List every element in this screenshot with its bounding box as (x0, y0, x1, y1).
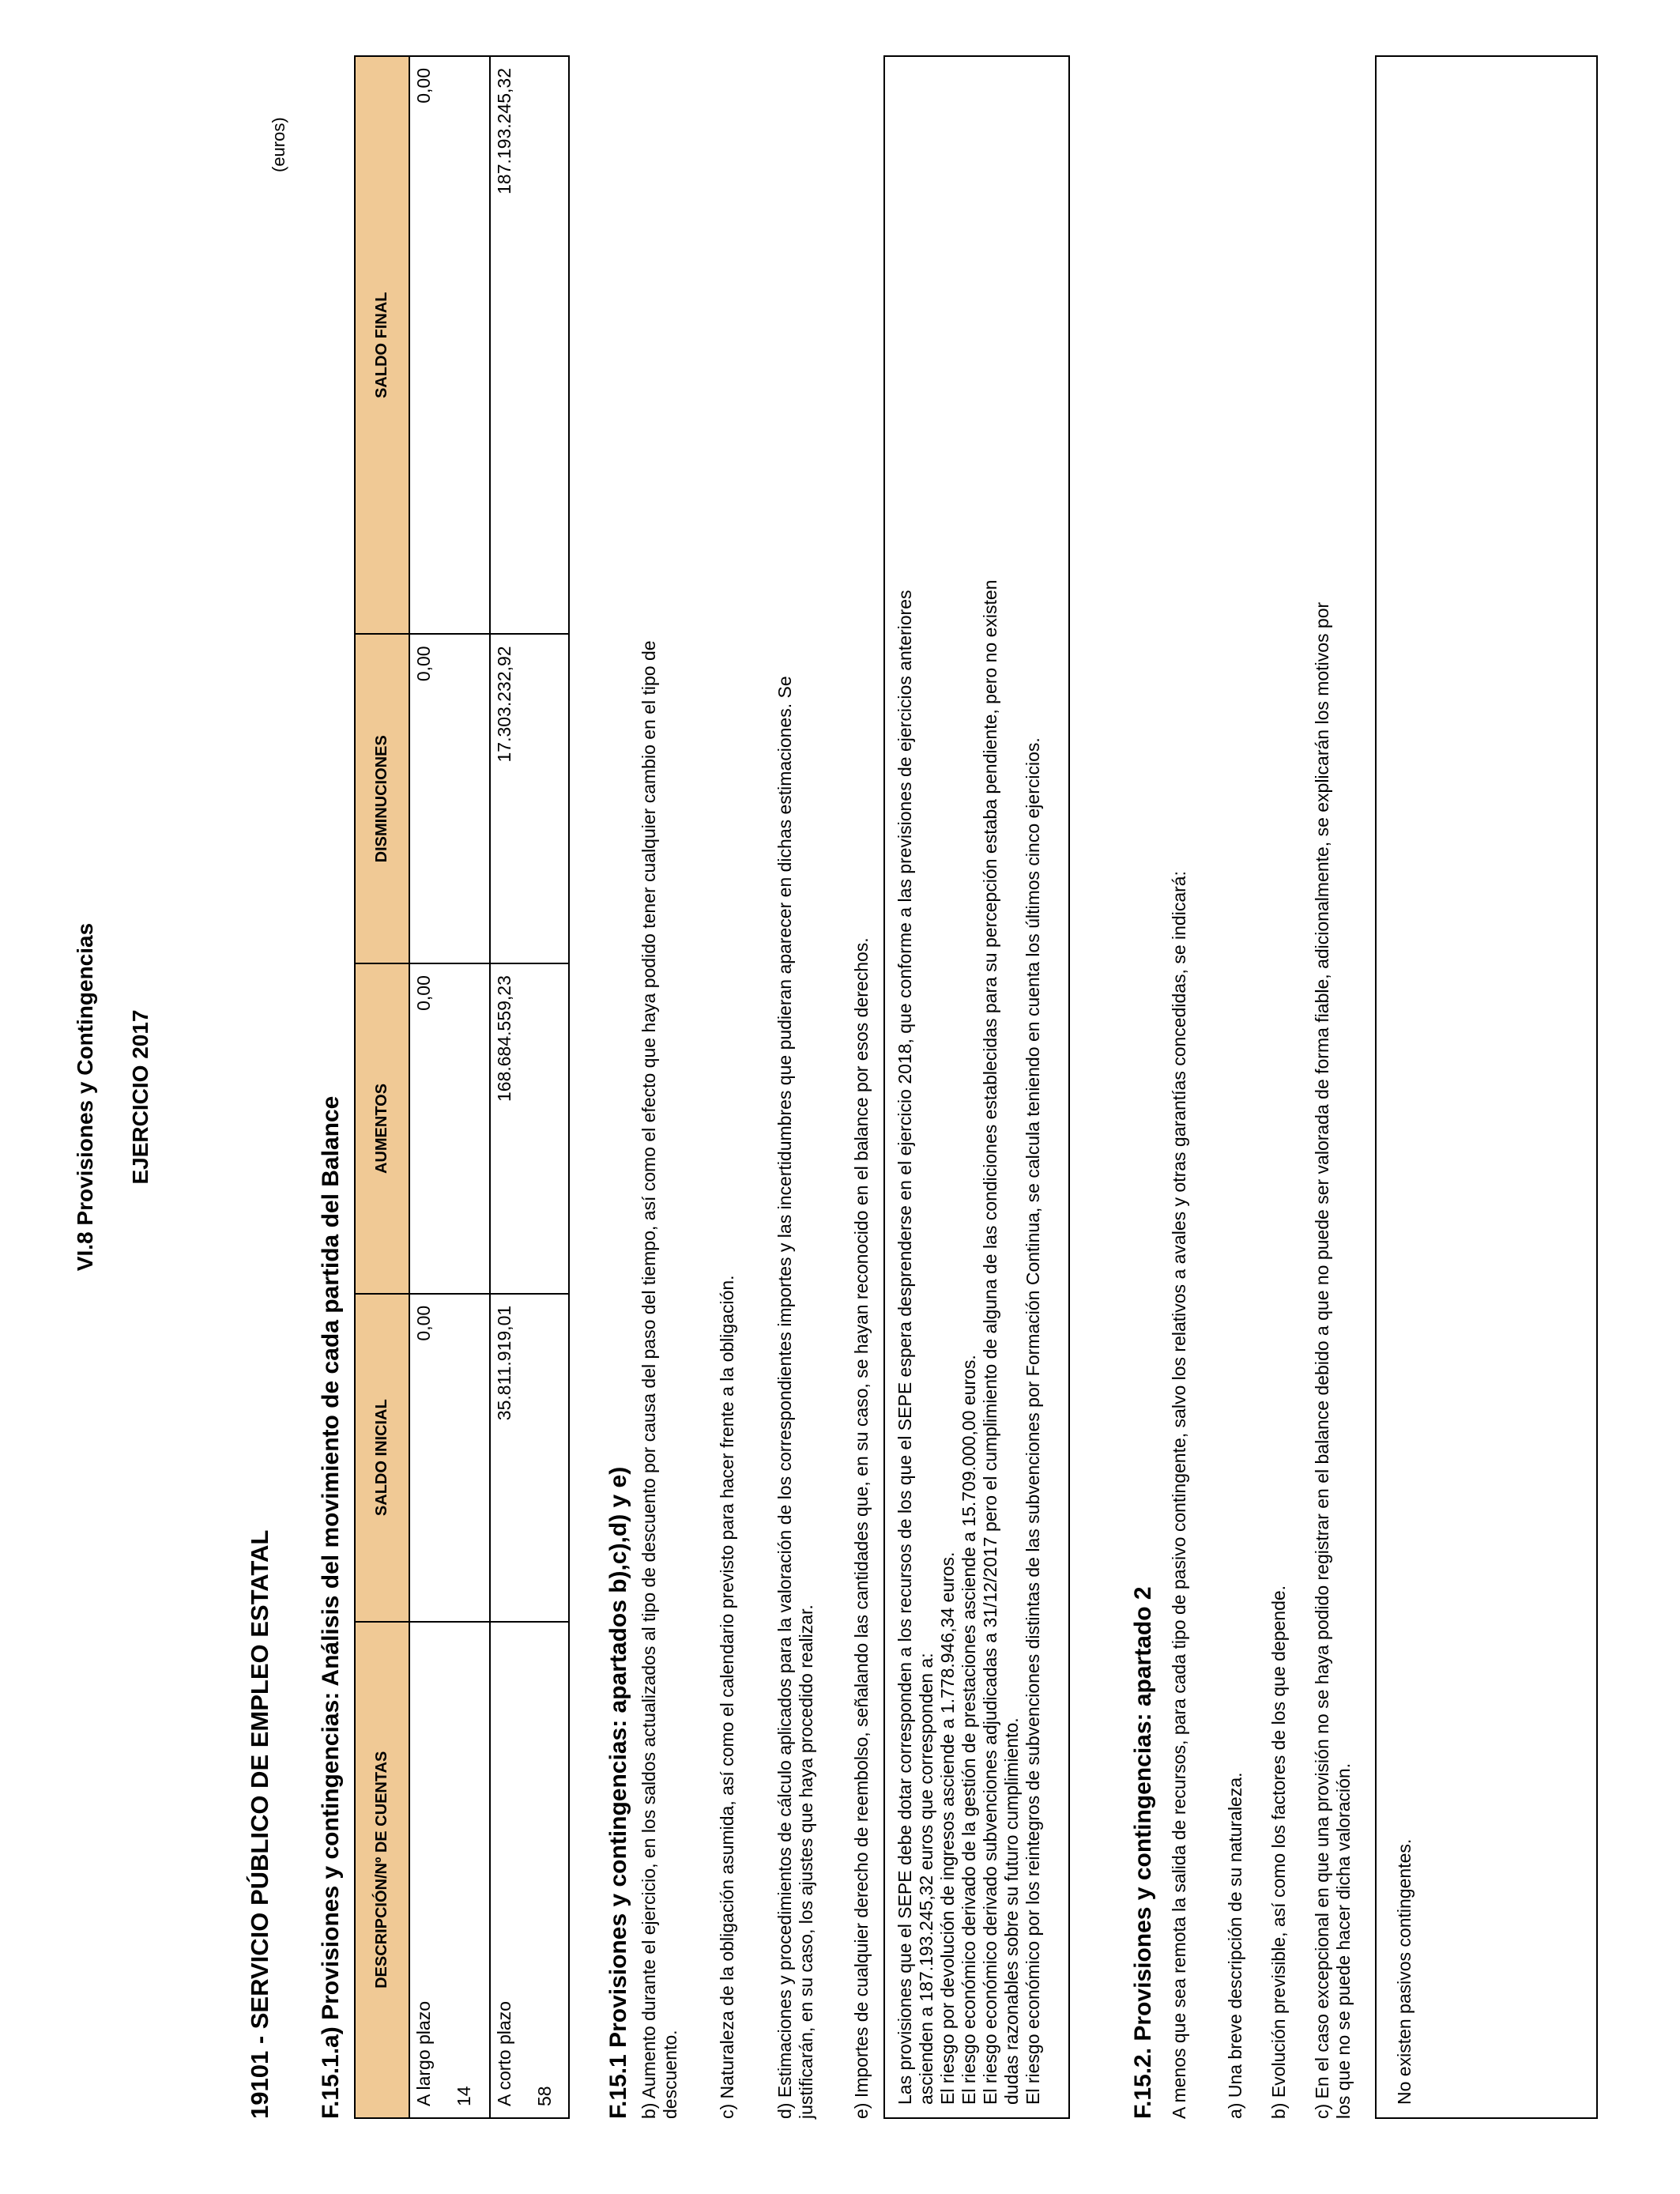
page-title: VI.8 Provisiones y Contingencias (73, 922, 97, 1272)
f151-b-line1: b) Aumento durante el ejercicio, en los saldos actualizados al tipo de descuento por causa del paso del tiempo, así como el efecto que haya podido tener cualquier cambio en el tipo de (638, 640, 659, 2119)
table-row (490, 56, 569, 2118)
box-line: ascienden a 187.193.245,32 euros que corresponden a: (916, 1653, 936, 2105)
box-line: El riesgo económico derivado subvenciones adjudicadas a 31/12/2017 pero el cumplimiento de alguna de las condiciones establecidas para su percepción estaba pendiente, pero no existen (980, 579, 1000, 2105)
box-line: El riesgo económico derivado de la gestión de prestaciones asciende a 15.709.000,00 euros. (959, 1355, 979, 2105)
f151-explanation-box (883, 55, 1070, 2119)
cell-saldo-inicial: 0,00 (409, 1294, 490, 1622)
row-description (409, 1622, 490, 2118)
f152-contingent-box (1375, 55, 1598, 2119)
col-header-saldo-inicial: SALDO INICIAL (355, 1294, 409, 1622)
f152-a: a) Una breve descripción de su naturaleza. (1225, 1772, 1245, 2119)
cell-disminuciones: 0,00 (409, 634, 490, 963)
page-subtitle: EJERCICIO 2017 (128, 1009, 153, 1185)
f152-intro: A menos que sea remota la salida de recursos, para cada tipo de pasivo contingente, salvo los relativos a avales y otras garantías concedidas, se indicará: (1169, 871, 1189, 2119)
box-text: No existen pasivos contingentes. (1394, 1838, 1414, 2105)
f151-b-line2: descuento. (660, 2030, 680, 2119)
row-account: 58 (534, 2086, 555, 2106)
f152-b: b) Evolución previsible, así como los factores de los que depende. (1268, 1585, 1289, 2119)
entity-name: 19101 - SERVICIO PÚBLICO DE EMPLEO ESTATAL (246, 1529, 273, 2119)
cell-aumentos: 0,00 (409, 963, 490, 1294)
cell-disminuciones: 17.303.232,92 (490, 634, 569, 963)
f152-c-line2: los que no se puede hacer dicha valoración. (1333, 1762, 1354, 2119)
row-account: 14 (454, 2086, 474, 2106)
col-header-aumentos: AUMENTOS (355, 963, 409, 1294)
box-line: dudas razonables sobre su futuro cumplimiento. (1001, 1717, 1022, 2105)
cell-saldo-final: 0,00 (409, 56, 490, 634)
cell-aumentos: 168.684.559,23 (490, 963, 569, 1294)
col-header-description: DESCRIPCIÓN/Nº DE CUENTAS (355, 1622, 409, 2118)
col-header-disminuciones: DISMINUCIONES (355, 634, 409, 963)
box-line: Las provisiones que el SEPE debe dotar corresponden a los recursos de los que el SEPE espera desprenderse en el ejercicio 2018, que conforme a las previsiones de ejercicios anteriores (895, 590, 915, 2105)
f151-d-line2: justificarán, en su caso, los ajustes que haya procedido realizar. (796, 1604, 816, 2119)
f152-c-line1: c) En el caso excepcional en que una provisión no se haya podido registrar en el balance debido a que no puede ser valorada de forma fiable, adicionalmente, se explicarán los motivos por (1312, 601, 1332, 2119)
box-line: El riesgo por devolución de ingresos asciende a 1.778.946,34 euros. (937, 1551, 958, 2105)
movement-table (354, 55, 570, 2119)
f151-e: e) Importes de cualquier derecho de reembolso, señalando las cantidades que, en su caso, se hayan reconocido en el balance por esos derechos. (851, 937, 872, 2119)
cell-saldo-final: 187.193.245,32 (490, 56, 569, 634)
cell-saldo-inicial: 35.811.919,01 (490, 1294, 569, 1622)
box-line: El riesgo económico por los reintegros de subvenciones distintas de las subvenciones por Formación Continua, se calcula teniendo en cuenta los últimos cinco ejercicios. (1023, 737, 1043, 2105)
f151-c: c) Naturaleza de la obligación asumida, así como el calendario previsto para hacer frente a la obligación. (717, 1275, 737, 2119)
col-header-saldo-final: SALDO FINAL (355, 56, 409, 634)
row-label: A largo plazo (413, 2001, 434, 2106)
units-label: (euros) (269, 117, 288, 172)
f152-title: F.15.2. Provisiones y contingencias: apartado 2 (1130, 1586, 1156, 2119)
f151-title: F.15.1 Provisiones y contingencias: apartados b),c),d) y e) (605, 1466, 631, 2119)
row-label: A corto plazo (494, 2001, 514, 2106)
row-description (490, 1622, 569, 2118)
table-row (409, 56, 490, 2118)
f151-d-line1: d) Estimaciones y procedimientos de cálculo aplicados para la valoración de los correspondientes importes y las incertidumbres que pudieran aparecer en dichas estimaciones. Se (774, 676, 795, 2119)
table-header-row (355, 56, 409, 2118)
table-section-title: F.15.1.a) Provisiones y contingencias: Análisis del movimiento de cada partida del Balance (318, 1095, 344, 2119)
